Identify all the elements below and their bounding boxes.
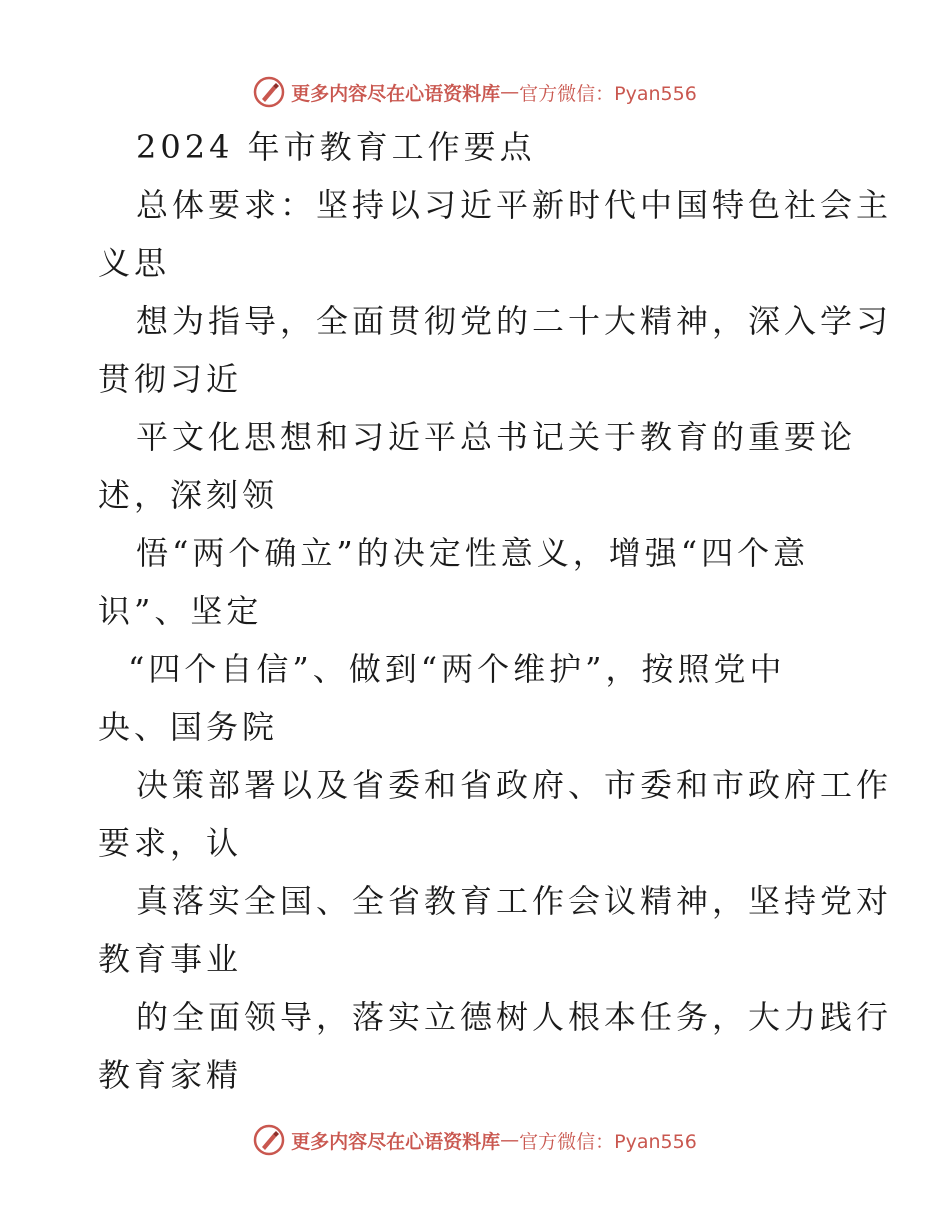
text-line: 悟“两个确立”的决定性意义，增强“四个意: [136, 534, 810, 572]
text-line: 想为指导，全面贯彻党的二十大精神，深入学习: [136, 302, 893, 340]
document-title: 2024 年市教育工作要点: [136, 128, 536, 166]
pen-logo-icon: [253, 1124, 285, 1156]
text-line: 识”、坚定: [98, 592, 263, 630]
text-line: 述，深刻领: [98, 476, 279, 514]
text-line: 要求，认: [98, 824, 243, 862]
text-line: 决策部署以及省委和省政府、市委和市政府工作: [136, 766, 893, 804]
watermark-separator: —: [500, 1129, 520, 1151]
text-line: 教育家精: [98, 1056, 243, 1094]
header-watermark: [0, 72, 950, 112]
footer-watermark: [0, 1120, 950, 1160]
text-line: 总体要求：坚持以习近平新时代中国特色社会主: [136, 186, 893, 224]
watermark-text: 更多内容尽在心语资料库: [291, 1130, 501, 1153]
pen-logo-icon: [253, 76, 285, 108]
text-line: 真落实全国、全省教育工作会议精神，坚持党对: [136, 882, 893, 920]
text-line: 央、国务院: [98, 708, 279, 746]
text-line: 义思: [98, 244, 171, 282]
document-body: [98, 118, 893, 1104]
text-line: 教育事业: [98, 940, 243, 978]
watermark-contact: 官方微信：Pyan556: [519, 1130, 697, 1153]
watermark-contact: 官方微信：Pyan556: [519, 82, 697, 105]
text-line: 平文化思想和习近平总书记关于教育的重要论: [136, 418, 857, 456]
watermark-text: 更多内容尽在心语资料库: [291, 82, 501, 105]
watermark-separator: —: [500, 81, 520, 103]
text-line: “四个自信”、做到“两个维护”，按照党中: [128, 650, 786, 688]
text-line: 贯彻习近: [98, 360, 243, 398]
text-line: 的全面领导，落实立德树人根本任务，大力践行: [136, 998, 893, 1036]
